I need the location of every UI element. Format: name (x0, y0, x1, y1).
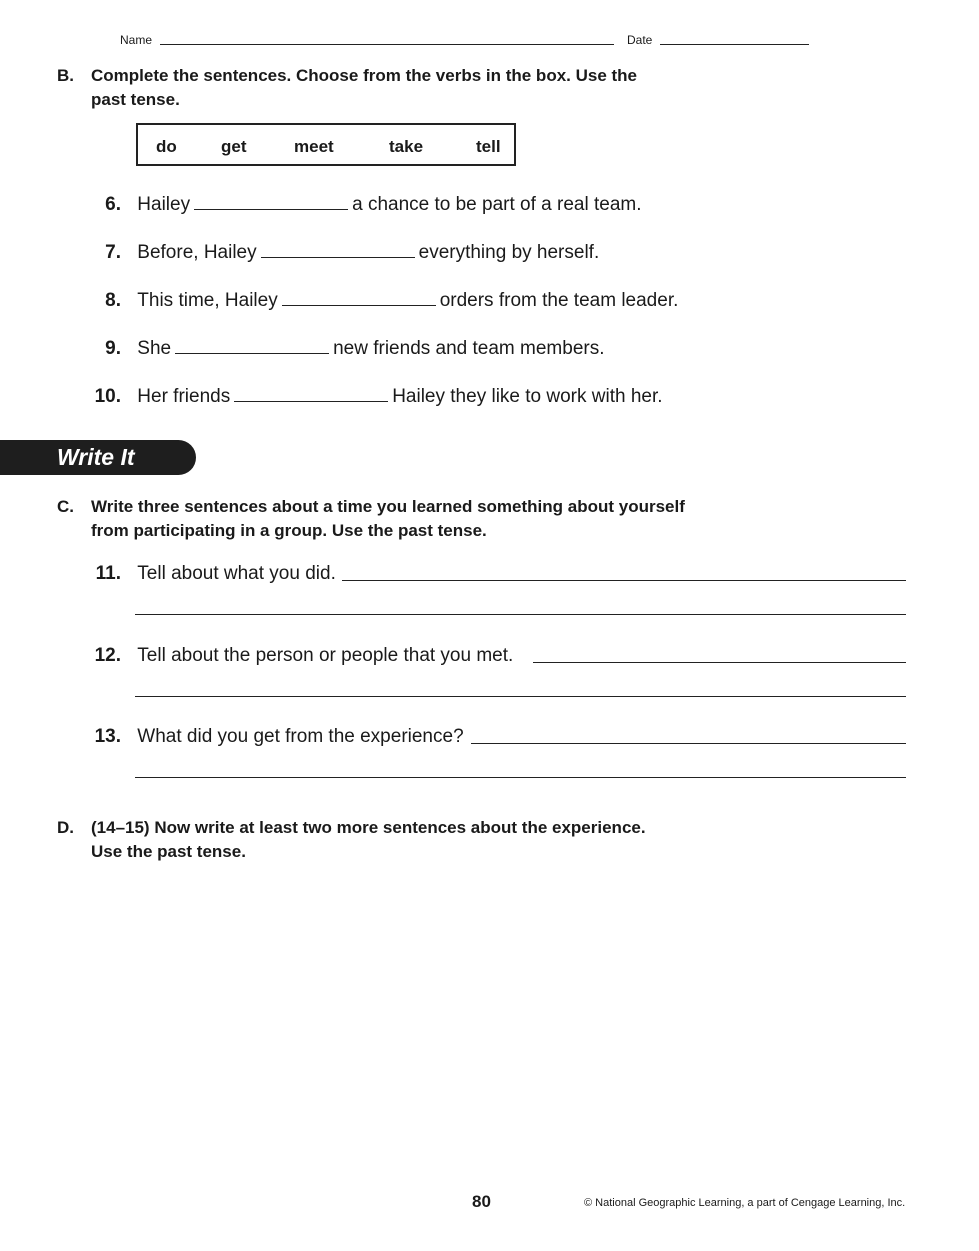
answer-blank[interactable] (175, 335, 329, 354)
question-number: 10. (94, 386, 121, 407)
answer-line[interactable] (533, 662, 906, 663)
verb-word: get (221, 137, 247, 156)
section-c-letter: C. (57, 497, 74, 516)
question-7 (90, 239, 599, 265)
verb-word: meet (294, 137, 334, 156)
question-number: 8. (105, 290, 121, 311)
answer-line[interactable] (135, 696, 906, 697)
date-label: Date (627, 33, 653, 47)
name-label: Name (120, 33, 153, 47)
sentence-end: a chance to be part of a real team. (352, 194, 642, 215)
date-field-line[interactable] (660, 44, 809, 45)
section-d-letter: D. (57, 818, 74, 837)
section-c-instructions-2: from participating in a group. Use the past tense. (91, 521, 487, 540)
sentence-start: This time, Hailey (137, 290, 278, 311)
answer-blank[interactable] (282, 287, 436, 306)
question-number: 12. (94, 645, 121, 666)
section-c-instructions-1: Write three sentences about a time you learned something about yourself (91, 497, 685, 516)
name-field-line[interactable] (160, 44, 614, 45)
verb-word: take (389, 137, 424, 156)
verb-word-box (136, 123, 516, 166)
answer-line[interactable] (135, 777, 906, 778)
banner-title: Write It (57, 444, 135, 470)
question-number: 9. (105, 338, 121, 359)
sentence-end: orders from the team leader. (439, 290, 679, 311)
question-10 (90, 383, 663, 409)
verb-word: do (156, 137, 177, 156)
answer-blank[interactable] (234, 383, 388, 402)
question-prompt: What did you get from the experience? (137, 726, 464, 747)
question-6 (90, 191, 642, 217)
question-number: 7. (105, 242, 121, 263)
sentence-start: She (137, 338, 172, 359)
question-12 (90, 644, 513, 668)
sentence-end: Hailey they like to work with her. (392, 386, 663, 407)
sentence-start: Her friends (137, 386, 231, 407)
sentence-start: Before, Hailey (137, 242, 257, 263)
sentence-start: Hailey (137, 194, 191, 215)
question-8 (90, 287, 678, 313)
question-prompt: Tell about what you did. (137, 563, 336, 584)
sentence-end: everything by herself. (418, 242, 600, 263)
section-b-instructions-2: past tense. (91, 90, 180, 109)
answer-blank[interactable] (194, 191, 348, 210)
sentence-end: new friends and team members. (333, 338, 605, 359)
question-prompt: Tell about the person or people that you met. (137, 645, 514, 666)
section-d-instructions-2: Use the past tense. (91, 842, 246, 861)
section-d-instructions-1: (14–15) Now write at least two more sentences about the experience. (91, 818, 646, 837)
answer-line[interactable] (471, 743, 906, 744)
question-9 (90, 335, 605, 361)
question-number: 11. (95, 563, 121, 584)
answer-blank[interactable] (261, 239, 415, 258)
question-13 (90, 725, 464, 749)
section-b-instructions-1: Complete the sentences. Choose from the verbs in the box. Use the (91, 66, 638, 85)
question-11 (90, 562, 336, 586)
write-it-banner (0, 440, 196, 475)
question-number: 13. (94, 726, 121, 747)
section-b-letter: B. (57, 66, 74, 85)
answer-line[interactable] (342, 580, 906, 581)
answer-line[interactable] (135, 614, 906, 615)
page-number: 80 (472, 1192, 491, 1211)
question-number: 6. (105, 194, 121, 215)
verb-word: tell (476, 137, 501, 156)
copyright-notice: © National Geographic Learning, a part of Cengage Learning, Inc. (584, 1197, 906, 1209)
